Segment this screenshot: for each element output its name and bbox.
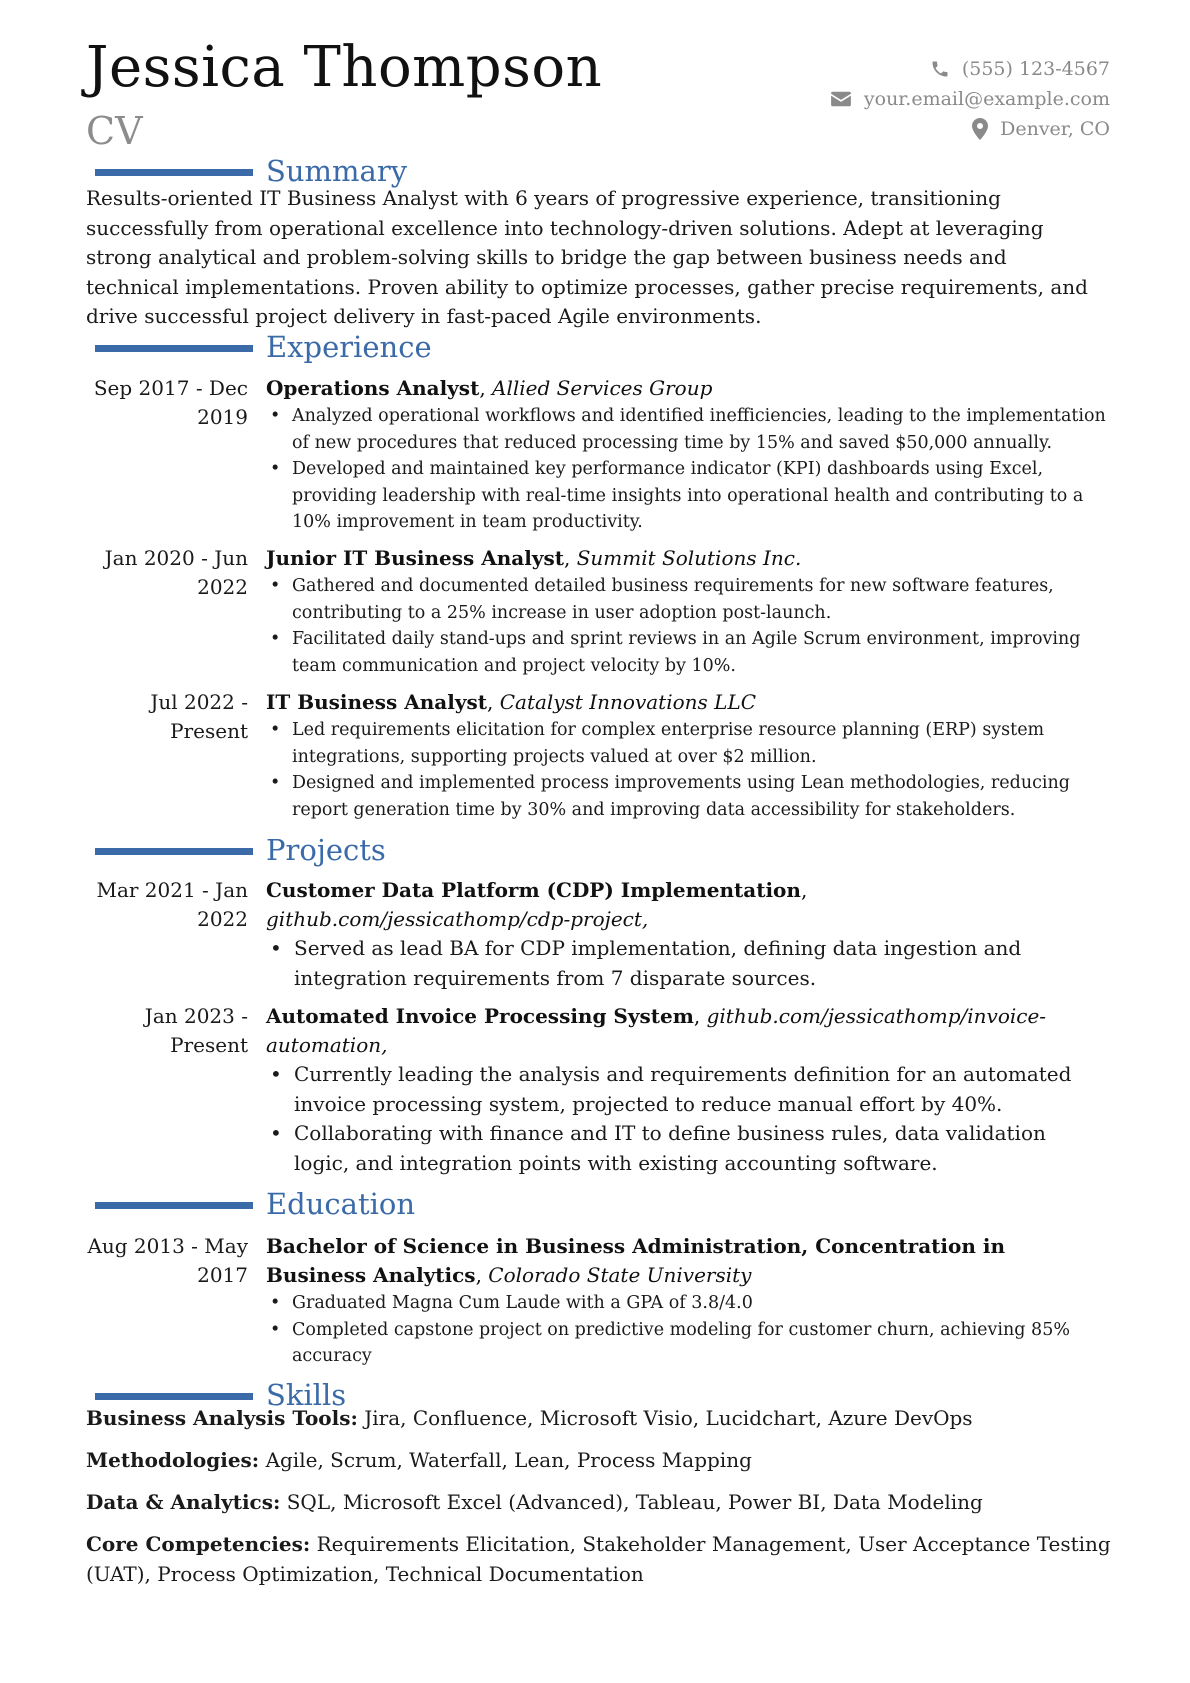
projects-heading: [0, 833, 1190, 867]
entry-title: Operations Analyst, Allied Services Group: [266, 376, 713, 400]
entry-date: Sep 2017 - Dec 2019: [93, 376, 248, 429]
contact-phone: [830, 54, 1110, 84]
role-title: IT Business Analyst: [266, 690, 487, 714]
organization: Allied Services Group: [492, 376, 713, 400]
project-link[interactable]: github.com/jessicathomp/cdp-project,: [266, 907, 649, 931]
bullet-item: • Completed capstone project on predictive modeling for customer churn, achieving 85% accuracy: [266, 1317, 1106, 1370]
experience-heading: [0, 330, 1190, 364]
skill-row: [86, 1488, 1116, 1518]
entry-title: Junior IT Business Analyst, Summit Solutions Inc.: [266, 546, 802, 570]
role-title: Operations Analyst: [266, 376, 480, 400]
organization: Summit Solutions Inc.: [576, 546, 802, 570]
skill-label: Core Competencies:: [86, 1532, 311, 1556]
bullet-item: • Gathered and documented detailed business requirements for new software features, contributing to a 25% increase in user adoption post-launch.: [266, 573, 1106, 626]
contact-block: [830, 54, 1110, 144]
section-bar: [95, 1393, 253, 1400]
bullet-item: • Developed and maintained key performance indicator (KPI) dashboards using Excel, providing leadership with real-time insights into operational health and contributing to a 10% improvement in team productivity.: [266, 456, 1106, 536]
phone-icon: [930, 59, 950, 79]
phone-text[interactable]: (555) 123-4567: [961, 58, 1110, 80]
bullet-item: • Analyzed operational workflows and identified inefficiencies, leading to the implementation of new procedures that reduced processing time by 15% and saved $50,000 annually.: [266, 403, 1106, 456]
skill-row: [86, 1404, 1116, 1434]
section-title: Education: [266, 1187, 416, 1221]
project-link[interactable]: github.com/jessicathomp/invoice-automation,: [266, 1004, 1047, 1057]
contact-location: [830, 114, 1110, 144]
summary-heading: [0, 154, 1190, 188]
entry-date: Jan 2023 - Present: [144, 1004, 248, 1057]
envelope-icon: [830, 90, 852, 108]
skill-label: Methodologies:: [86, 1448, 260, 1472]
bullet-item: • Served as lead BA for CDP implementation, defining data ingestion and integration requirements from 7 disparate sources.: [266, 934, 1106, 993]
section-bar: [95, 169, 253, 176]
bullet-list: [266, 934, 1106, 993]
section-title: Skills: [266, 1378, 347, 1412]
bullet-item: • Led requirements elicitation for complex enterprise resource planning (ERP) system integrations, supporting projects valued at over $2 million.: [266, 717, 1106, 770]
bullet-list: [266, 573, 1106, 679]
bullet-list: [266, 403, 1106, 536]
location-text: Denver, CO: [1000, 118, 1110, 140]
bullet-item: • Facilitated daily stand-ups and sprint reviews in an Agile Scrum environment, improving team communication and project velocity by 10%.: [266, 626, 1106, 679]
education-heading: [0, 1187, 1190, 1221]
entry-date: Jan 2020 - Jun 2022: [104, 546, 248, 599]
bullet-list: [266, 717, 1106, 823]
section-title: Projects: [266, 833, 386, 867]
degree: Bachelor of Science in Business Administration, Concentration in Business Analytics: [266, 1234, 1005, 1287]
organization: Catalyst Innovations LLC: [499, 690, 757, 714]
skill-label: Data & Analytics:: [86, 1490, 281, 1514]
entry-title: Bachelor of Science in Business Administration, Concentration in Business Analytics, Colorado State University: [266, 1234, 1005, 1287]
section-title: Experience: [266, 330, 432, 364]
bullet-item: • Graduated Magna Cum Laude with a GPA of 3.8/4.0: [266, 1290, 1106, 1317]
skill-value: Jira, Confluence, Microsoft Visio, Lucidchart, Azure DevOps: [364, 1406, 973, 1430]
map-pin-icon: [972, 118, 988, 140]
entry-date: Jul 2022 - Present: [150, 690, 248, 743]
skill-label: Business Analysis Tools:: [86, 1406, 358, 1430]
skill-row: [86, 1446, 1116, 1476]
section-bar: [95, 1202, 253, 1209]
skill-value: Requirements Elicitation, Stakeholder Management, User Acceptance Testing (UAT), Process Optimization, Technical Documentation: [86, 1532, 1111, 1586]
bullet-item: • Designed and implemented process improvements using Lean methodologies, reducing report generation time by 30% and improving data accessibility for stakeholders.: [266, 770, 1106, 823]
section-bar: [95, 345, 253, 352]
role-title: Junior IT Business Analyst: [266, 546, 564, 570]
project-name: Automated Invoice Processing System: [266, 1004, 694, 1028]
skill-row: [86, 1530, 1116, 1589]
skill-value: SQL, Microsoft Excel (Advanced), Tableau, Power BI, Data Modeling: [286, 1490, 983, 1514]
candidate-name: Jessica Thompson: [86, 35, 603, 100]
skill-value: Agile, Scrum, Waterfall, Lean, Process Mapping: [265, 1448, 752, 1472]
bullet-list: [266, 1060, 1106, 1178]
school: Colorado State University: [488, 1263, 752, 1287]
document-subtitle: CV: [86, 109, 143, 153]
entry-date: Mar 2021 - Jan 2022: [96, 878, 248, 931]
entry-date: Aug 2013 - May 2017: [87, 1234, 248, 1287]
summary-text: Results-oriented IT Business Analyst with 6 years of progressive experience, transitioning successfully from operational excellence into technology-driven solutions. Adept at leveraging strong analytical and problem-solving skills to bridge the gap between business needs and technical implementations. Proven ability to optimize processes, gather precise requirements, and drive successful project delivery in fast-paced Agile environments.: [86, 186, 1088, 328]
bullet-item: • Collaborating with finance and IT to define business rules, data validation logic, and integration points with existing accounting software.: [266, 1119, 1106, 1178]
section-title: Summary: [266, 154, 408, 188]
bullet-list: [266, 1290, 1106, 1370]
entry-title: Automated Invoice Processing System, github.com/jessicathomp/invoice-automation,: [266, 1004, 1047, 1057]
bullet-item: • Currently leading the analysis and requirements definition for an automated invoice processing system, projected to reduce manual effort by 40%.: [266, 1060, 1106, 1119]
contact-email: [830, 84, 1110, 114]
section-bar: [95, 848, 253, 855]
project-name: Customer Data Platform (CDP) Implementation: [266, 878, 801, 902]
email-text[interactable]: your.email@example.com: [863, 88, 1110, 110]
entry-title: IT Business Analyst, Catalyst Innovations LLC: [266, 690, 757, 714]
entry-title: Customer Data Platform (CDP) Implementation, github.com/jessicathomp/cdp-project,: [266, 878, 808, 931]
